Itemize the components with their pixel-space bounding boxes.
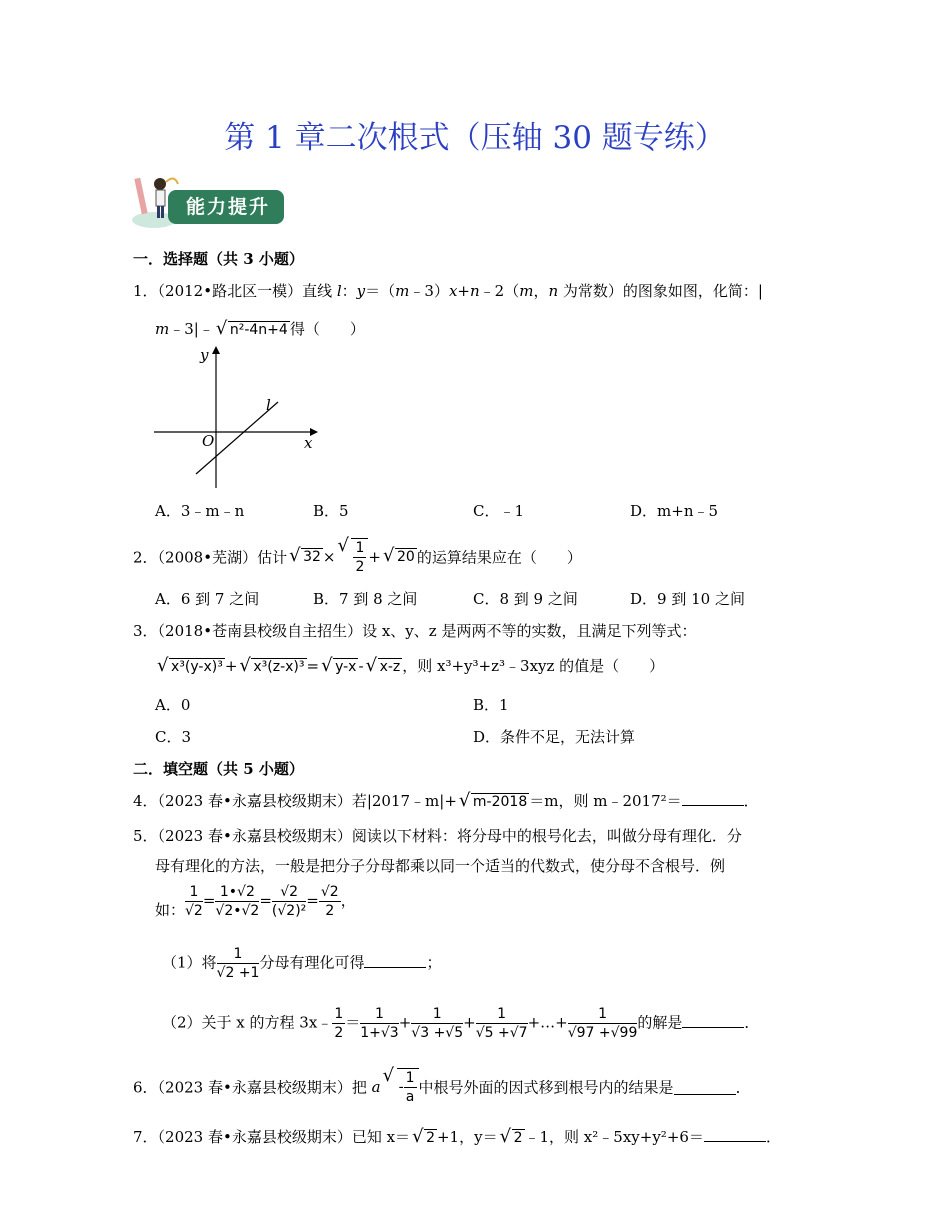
q3-option-d: D．条件不足，无法计算 xyxy=(473,728,636,746)
q3-option-c: C．3 xyxy=(155,728,192,746)
q1-option-c: C．﹣1 xyxy=(473,502,525,520)
q3-option-b: B．1 xyxy=(473,696,509,714)
q2-option-a: A．6 到 7 之间 xyxy=(155,590,260,608)
q1-option-b: B．5 xyxy=(313,502,349,520)
q1-option-d: D．m+n﹣5 xyxy=(630,502,719,520)
q5-sub1-blank xyxy=(364,953,426,968)
q1-option-a: A．3﹣m﹣n xyxy=(155,502,245,520)
q1-line2: m﹣3|﹣√ n²-4n+4 得（ ） xyxy=(155,318,365,339)
graph-x-label: x xyxy=(304,434,313,452)
graph-origin-label: O xyxy=(202,432,215,450)
badge-label: 能力提升 xyxy=(168,190,284,224)
q5-example: 如： $\frac{1}{√2}$ = $\frac{1•√2}{√2•√2}$ = $\frac{√2}{\text{(√2)²}}$ = $\frac{√2}{2}$ ， xyxy=(155,884,356,919)
q2-option-b: B．7 到 8 之间 xyxy=(313,590,418,608)
q5-sub2-blank xyxy=(682,1013,744,1028)
q4-answer-blank xyxy=(682,791,744,806)
q1-graph xyxy=(150,340,330,490)
q6-line: 6．（2023 春•永嘉县校级期末）把 a√ - $\frac{1}{a}$ 中根号外面的因式移到根号内的结果是 ． xyxy=(133,1068,751,1106)
q6-answer-blank xyxy=(674,1080,736,1095)
section-fill: 二．填空题（共 5 小题） xyxy=(133,760,304,778)
ability-badge xyxy=(130,170,290,232)
q3-line2: √ x³(y-x)³ +√ x³(z-x)³ =√ y-x -√ x-z ，则 x³+y³+z³﹣3xyz 的值是（ ） xyxy=(155,655,664,676)
q1-line1: 1．（2012•路北区一模）直线 l：y＝（m﹣3）x+n﹣2（m，n 为常数）的图象如图，化简：| xyxy=(133,282,763,300)
q5-sub2: （2）关于 x 的方程 3x﹣ $\frac{1}{2}$ ＝ $\frac{1}{1+√3}$ + $\frac{1}{√3 +√5}$ + $\frac{1}{√5 +√7}$ +…+ $\frac{1}{√97 +√99}$ 的解是 ． xyxy=(162,1006,760,1041)
q5-sub1: （1）将 $\frac{1}{√2 +1}$ 分母有理化可得 ； xyxy=(162,946,442,981)
q4-line: 4．（2023 春•永嘉县校级期末）若|2017﹣m|+√ m-2018 ＝m，则 m﹣2017²＝ ． xyxy=(133,790,759,811)
q2-line: 2．（2008•芜湖）估计√ 32 × √ $\frac{1}{2}$ +√ 20 的运算结果应在（ ） xyxy=(133,538,582,576)
q3-line1: 3．（2018•苍南县校级自主招生）设 x、y、z 是两两不等的实数，且满足下列等式： xyxy=(133,622,697,640)
q5-line1: 5．（2023 春•永嘉县校级期末）阅读以下材料：将分母中的根号化去，叫做分母有理化．分 xyxy=(133,827,742,845)
q7-line: 7．（2023 春•永嘉县校级期末）已知 x＝√ 2 +1，y＝√ 2 ﹣1，则 x²﹣5xy+y²+6＝ ． xyxy=(133,1126,781,1147)
graph-y-label: y xyxy=(200,346,209,364)
q3-option-a: A．0 xyxy=(155,696,191,714)
q7-answer-blank xyxy=(704,1127,766,1142)
q2-option-d: D．9 到 10 之间 xyxy=(630,590,745,608)
q5-line2: 母有理化的方法，一般是把分子分母都乘以同一个适当的代数式，使分母不含根号．例 xyxy=(155,857,726,875)
page-title: 第 1 章二次根式（压轴 30 题专练） xyxy=(224,120,726,156)
section-choice: 一．选择题（共 3 小题） xyxy=(133,250,304,268)
graph-line-label: l xyxy=(266,396,271,414)
q2-option-c: C．8 到 9 之间 xyxy=(473,590,578,608)
q1-radical: √ n²-4n+4 xyxy=(216,321,290,339)
